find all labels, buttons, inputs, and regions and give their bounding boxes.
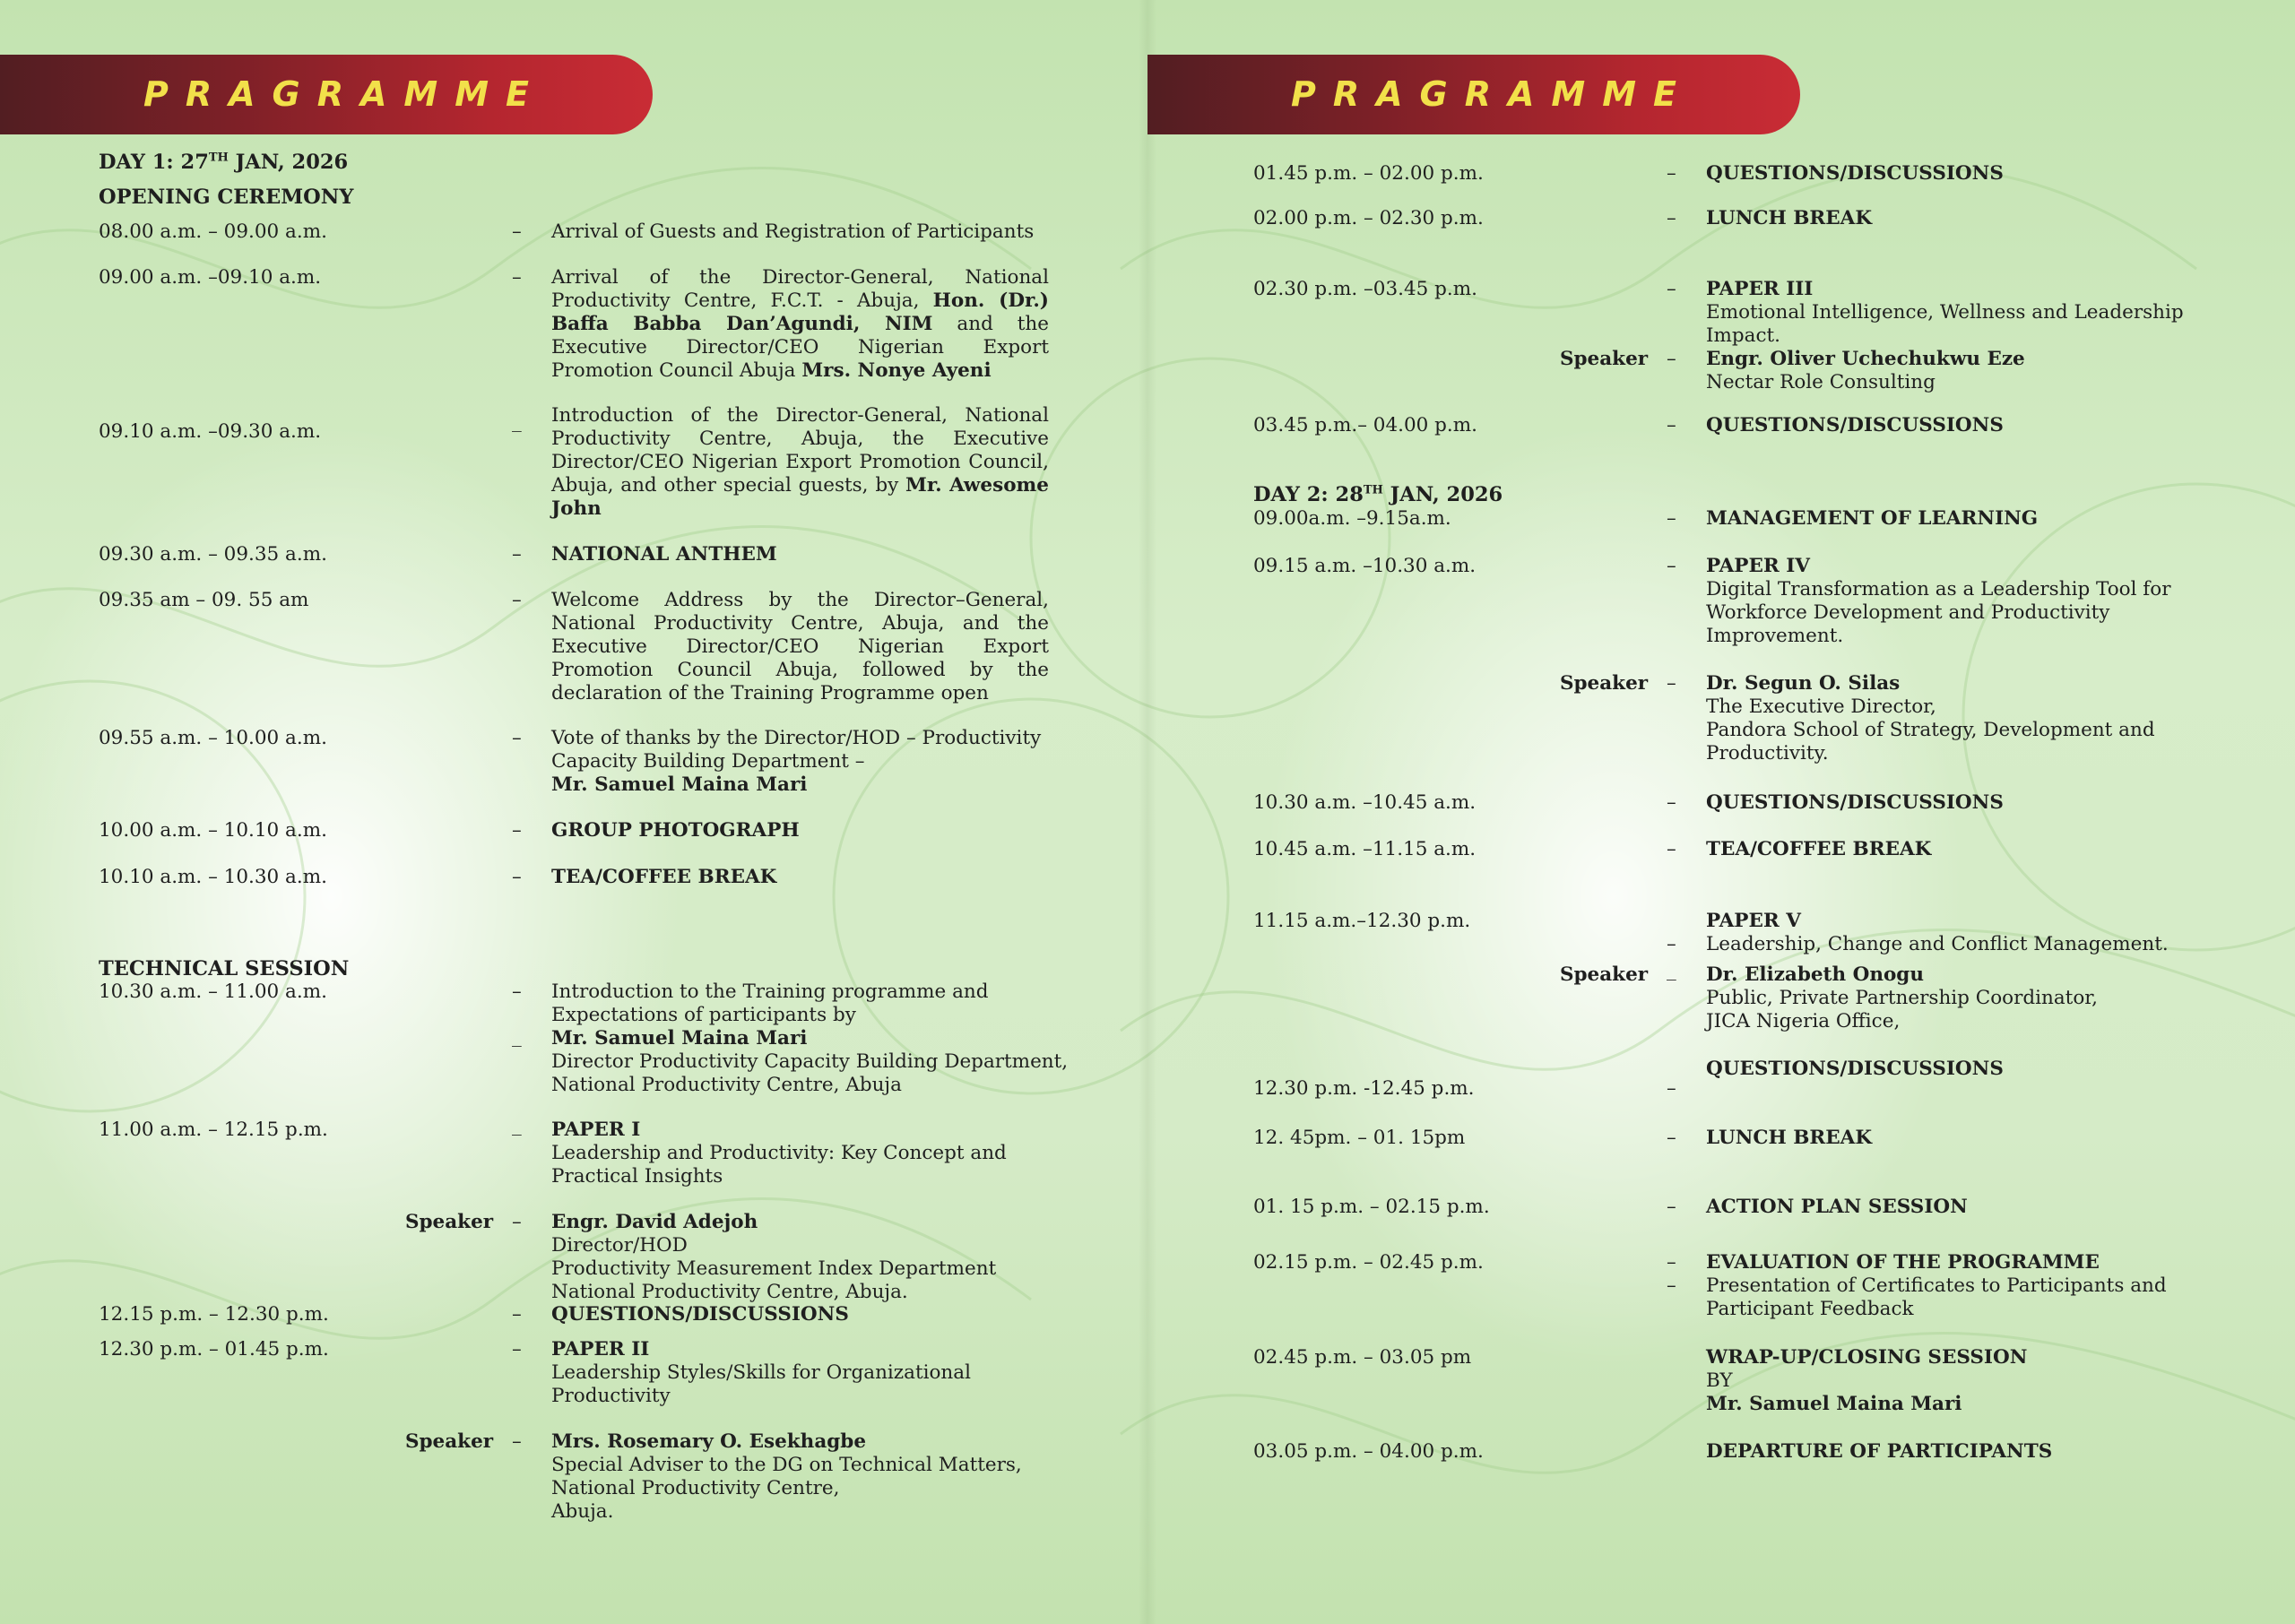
speaker-name: Engr. Oliver Uchechukwu Eze xyxy=(1706,348,2025,370)
dash: – xyxy=(512,1303,522,1326)
time-slot: 03.05 p.m. – 04.00 p.m. xyxy=(1253,1440,1484,1463)
dash: _ xyxy=(512,1114,522,1136)
speaker-detail: Abuja. xyxy=(551,1500,614,1523)
dash: – xyxy=(512,1430,522,1453)
paper-topic: Workforce Development and Productivity xyxy=(1706,601,2110,624)
time-slot: 10.30 a.m. – 11.00 a.m. xyxy=(99,980,327,1003)
dash: – xyxy=(512,819,522,842)
paper-topic: Productivity xyxy=(551,1385,671,1407)
time-slot: 09.00 a.m. –09.10 a.m. xyxy=(99,266,322,289)
agenda-item: LUNCH BREAK xyxy=(1706,207,1873,229)
paper-title: PAPER IV xyxy=(1706,555,1810,577)
speaker-name: Mrs. Rosemary O. Esekhagbe xyxy=(551,1430,866,1453)
agenda-item: TEA/COFFEE BREAK xyxy=(551,866,777,888)
time-slot: 02.15 p.m. – 02.45 p.m. xyxy=(1253,1251,1484,1274)
time-slot: 09.10 a.m. –09.30 a.m. xyxy=(99,420,322,443)
dash: – xyxy=(1667,1251,1676,1274)
speaker-detail: JICA Nigeria Office, xyxy=(1706,1010,1901,1032)
agenda-item: TEA/COFFEE BREAK xyxy=(1706,838,1932,860)
time-slot: 10.10 a.m. – 10.30 a.m. xyxy=(99,866,327,888)
dash: – xyxy=(1667,207,1676,229)
dash: – xyxy=(512,543,522,566)
dash: – xyxy=(1667,507,1676,530)
paper-topic: Impact. xyxy=(1706,324,1780,347)
dash: _ xyxy=(512,410,522,433)
agenda-item: Arrival of the Director-General, National Productivity Centre, F.C.T. - Abuja, Hon. (Dr.) Baffa Babba Dan’Agundi, NIM and the Executive Director/CEO Nigerian Export Promotion Council Abuja Mrs. Nonye Ayeni xyxy=(551,266,1049,382)
paper-title: PAPER II xyxy=(551,1338,650,1361)
speaker-detail: Director/HOD xyxy=(551,1234,688,1257)
time-slot: 09.15 a.m. –10.30 a.m. xyxy=(1253,555,1477,577)
time-slot: 10.30 a.m. –10.45 a.m. xyxy=(1253,791,1477,814)
speaker-name: Dr. Segun O. Silas xyxy=(1706,672,1901,695)
time-slot: 09.55 a.m. – 10.00 a.m. xyxy=(99,727,327,749)
agenda-item: QUESTIONS/DISCUSSIONS xyxy=(1706,1058,2004,1080)
dash: – xyxy=(512,727,522,749)
dash: – xyxy=(1667,672,1676,695)
agenda-item: Mr. Samuel Maina Mari xyxy=(1706,1393,1962,1415)
time-slot: 02.00 p.m. – 02.30 p.m. xyxy=(1253,207,1484,229)
time-slot: 03.45 p.m.– 04.00 p.m. xyxy=(1253,414,1477,436)
time-slot: 09.00a.m. –9.15a.m. xyxy=(1253,507,1451,530)
speaker-detail: The Executive Director, xyxy=(1706,695,1936,718)
agenda-item: Director Productivity Capacity Building Department, xyxy=(551,1050,1069,1073)
dash: – xyxy=(1667,1127,1676,1149)
time-slot: 10.45 a.m. –11.15 a.m. xyxy=(1253,838,1477,860)
paper-topic: Leadership and Productivity: Key Concept and xyxy=(551,1142,1007,1164)
dash: – xyxy=(1667,555,1676,577)
speaker-detail: Productivity. xyxy=(1706,742,1829,764)
dash: – xyxy=(512,866,522,888)
speaker-detail: Pandora School of Strategy, Development and xyxy=(1706,719,2155,741)
agenda-item: Presentation of Certificates to Participants and xyxy=(1706,1274,2167,1297)
speaker-detail: National Productivity Centre, xyxy=(551,1477,840,1499)
paper-topic: Digital Transformation as a Leadership Tool for xyxy=(1706,578,2171,600)
time-slot: 10.00 a.m. – 10.10 a.m. xyxy=(99,819,327,842)
agenda-item: Introduction to the Training programme and xyxy=(551,980,989,1003)
agenda-item: QUESTIONS/DISCUSSIONS xyxy=(1706,791,2004,814)
day1-heading: DAY 1: 27TH JAN, 2026 xyxy=(99,151,349,174)
agenda-item: Expectations of participants by xyxy=(551,1004,856,1026)
paper-title: PAPER III xyxy=(1706,278,1814,300)
dash: – xyxy=(1667,791,1676,814)
agenda-item: Mr. Samuel Maina Mari xyxy=(551,1027,808,1050)
dash: – xyxy=(1667,1077,1676,1100)
agenda-item: National Productivity Centre, Abuja xyxy=(551,1074,902,1096)
speaker-detail: Productivity Measurement Index Department xyxy=(551,1257,997,1280)
speaker-name: Engr. David Adejoh xyxy=(551,1211,758,1233)
time-slot: 09.30 a.m. – 09.35 a.m. xyxy=(99,543,327,566)
dash: – xyxy=(1667,933,1676,955)
dash: – xyxy=(1667,1274,1676,1297)
dash: – xyxy=(1667,278,1676,300)
banner-title: PRAGRAMME xyxy=(1291,74,1693,114)
dash: – xyxy=(1667,414,1676,436)
dash: – xyxy=(512,1211,522,1233)
agenda-item: GROUP PHOTOGRAPH xyxy=(551,819,800,842)
speaker-detail: Nectar Role Consulting xyxy=(1706,371,1936,393)
time-slot: 08.00 a.m. – 09.00 a.m. xyxy=(99,220,327,243)
time-slot: 11.15 a.m.–12.30 p.m. xyxy=(1253,910,1471,932)
speaker-name: Dr. Elizabeth Onogu xyxy=(1706,963,1924,986)
agenda-item: Welcome Address by the Director–General, National Productivity Centre, Abuja, and the Executive Director/CEO Nigerian Export Promotion Council Abuja, followed by the declaration of the Training Programme open xyxy=(551,589,1049,704)
dash: – xyxy=(512,266,522,289)
agenda-item: QUESTIONS/DISCUSSIONS xyxy=(551,1303,849,1326)
agenda-item: Participant Feedback xyxy=(1706,1298,1914,1320)
day2-heading: DAY 2: 28TH JAN, 2026 xyxy=(1253,483,1503,506)
time-slot: 12.30 p.m. – 01.45 p.m. xyxy=(99,1338,329,1361)
speaker-label: Speaker xyxy=(1560,963,1649,986)
paper-topic: Leadership Styles/Skills for Organizational xyxy=(551,1361,971,1384)
dash: – xyxy=(512,1338,522,1361)
dash: _ xyxy=(512,1025,522,1048)
time-slot: 12.15 p.m. – 12.30 p.m. xyxy=(99,1303,329,1326)
agenda-item: WRAP-UP/CLOSING SESSION xyxy=(1706,1346,2028,1369)
speaker-detail: Special Adviser to the DG on Technical Matters, xyxy=(551,1454,1022,1476)
speaker-label: Speaker xyxy=(405,1430,494,1453)
agenda-item: Introduction of the Director-General, National Productivity Centre, Abuja, the Executive Director/CEO Nigerian Export Promotion Council, Abuja, and other special guests, by Mr. Awesome John xyxy=(551,404,1049,520)
agenda-item: NATIONAL ANTHEM xyxy=(551,543,777,566)
time-slot: 02.45 p.m. – 03.05 pm xyxy=(1253,1346,1472,1369)
dash: – xyxy=(1667,1196,1676,1218)
dash: – xyxy=(512,589,522,611)
dash: – xyxy=(512,220,522,243)
speaker-label: Speaker xyxy=(1560,672,1649,695)
time-slot: 09.35 am – 09. 55 am xyxy=(99,589,309,611)
dash: _ xyxy=(1667,959,1676,981)
dash: – xyxy=(1667,838,1676,860)
dash: – xyxy=(512,980,522,1003)
paper-topic: Leadership, Change and Conflict Management. xyxy=(1706,933,2169,955)
time-slot: 11.00 a.m. – 12.15 p.m. xyxy=(99,1119,328,1141)
speaker-label: Speaker xyxy=(1560,348,1649,370)
paper-title: PAPER V xyxy=(1706,910,1801,932)
technical-session-heading: TECHNICAL SESSION xyxy=(99,957,350,980)
agenda-item: EVALUATION OF THE PROGRAMME xyxy=(1706,1251,2100,1274)
speaker-detail: Public, Private Partnership Coordinator, xyxy=(1706,987,2099,1009)
paper-topic: Emotional Intelligence, Wellness and Leadership xyxy=(1706,301,2184,324)
opening-ceremony-heading: OPENING CEREMONY xyxy=(99,186,354,209)
agenda-item: Arrival of Guests and Registration of Participants xyxy=(551,220,1035,243)
programme-banner-right xyxy=(1148,55,1800,134)
agenda-item: Vote of thanks by the Director/HOD – Productivity xyxy=(551,727,1042,749)
paper-topic: Practical Insights xyxy=(551,1165,723,1188)
time-slot: 12. 45pm. – 01. 15pm xyxy=(1253,1127,1466,1149)
time-slot: 02.30 p.m. –03.45 p.m. xyxy=(1253,278,1477,300)
speaker-label: Speaker xyxy=(405,1211,494,1233)
agenda-item: Mr. Samuel Maina Mari xyxy=(551,773,808,796)
time-slot: 01. 15 p.m. – 02.15 p.m. xyxy=(1253,1196,1490,1218)
agenda-item: LUNCH BREAK xyxy=(1706,1127,1873,1149)
agenda-item: DEPARTURE OF PARTICIPANTS xyxy=(1706,1440,2053,1463)
dash: – xyxy=(1667,348,1676,370)
paper-topic: Improvement. xyxy=(1706,625,1844,647)
paper-title: PAPER I xyxy=(551,1119,641,1141)
page-fold xyxy=(1139,0,1156,1624)
agenda-item: MANAGEMENT OF LEARNING xyxy=(1706,507,2039,530)
dash: – xyxy=(1667,162,1676,185)
agenda-item: QUESTIONS/DISCUSSIONS xyxy=(1706,414,2004,436)
time-slot: 01.45 p.m. – 02.00 p.m. xyxy=(1253,162,1484,185)
agenda-item: ACTION PLAN SESSION xyxy=(1706,1196,1968,1218)
programme-banner-left xyxy=(0,55,653,134)
banner-title: PRAGRAMME xyxy=(143,74,546,114)
agenda-item: QUESTIONS/DISCUSSIONS xyxy=(1706,162,2004,185)
agenda-item: BY xyxy=(1706,1369,1733,1392)
time-slot: 12.30 p.m. -12.45 p.m. xyxy=(1253,1077,1475,1100)
agenda-item: Capacity Building Department – xyxy=(551,750,865,773)
speaker-detail: National Productivity Centre, Abuja. xyxy=(551,1281,908,1303)
